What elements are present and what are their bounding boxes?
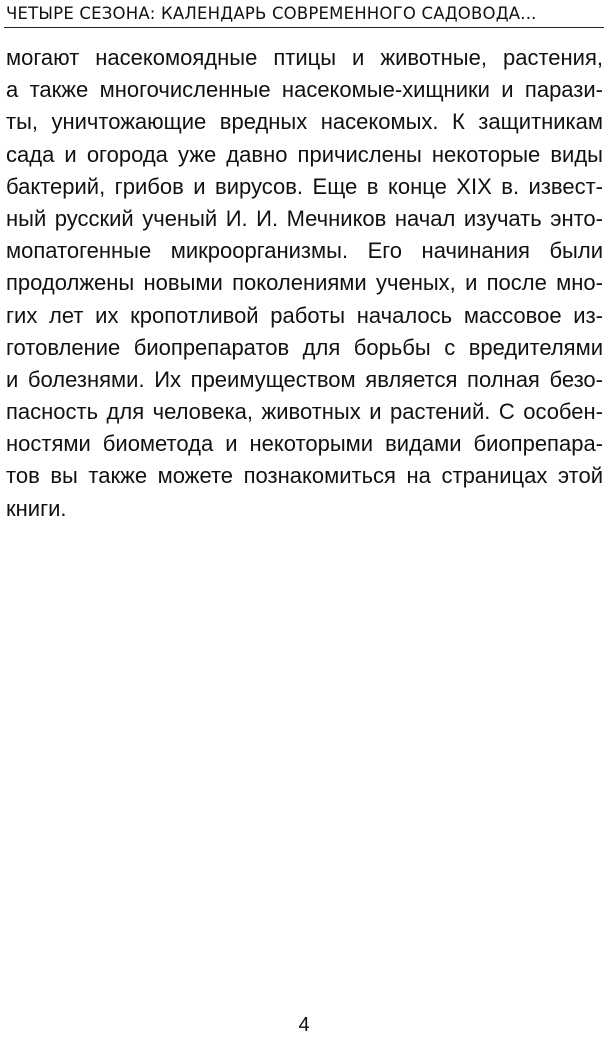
- running-header: ЧЕТЫРЕ СЕЗОНА: КАЛЕНДАРЬ СОВРЕМЕННОГО САДОВОДА...: [6, 4, 537, 23]
- text-line: и болезнями. Их преимуществом является полная безо-: [6, 366, 603, 392]
- text-line: книги.: [6, 495, 67, 521]
- body-paragraph: [6, 42, 603, 525]
- text-line: тов вы также можете познакомиться на страницах этой: [6, 463, 603, 489]
- text-line: готовление биопрепаратов для борьбы с вредителями: [6, 334, 603, 360]
- text-line: пасность для человека, животных и растений. С особен-: [6, 399, 603, 425]
- text-line: могают насекомоядные птицы и животные, растения,: [6, 45, 603, 70]
- text-line: бактерий, грибов и вирусов. Еще в конце XIX в. извест-: [6, 173, 603, 199]
- page-number: 4: [298, 1014, 310, 1036]
- text-line: ты, уничтожающие вредных насекомых. К защитникам: [6, 109, 603, 135]
- text-line: ностями биометода и некоторыми видами биопрепара-: [6, 431, 603, 457]
- text-line: гих лет их кропотливой работы началось массовое из-: [6, 302, 603, 328]
- text-line: ный русский ученый И. И. Мечников начал изучать энто-: [6, 205, 603, 231]
- header-divider: [4, 27, 604, 28]
- text-line: продолжены новыми поколениями ученых, и после мно-: [6, 270, 603, 296]
- text-line: мопатогенные микроорганизмы. Его начинания были: [6, 238, 603, 264]
- text-line: а также многочисленные насекомые-хищники и парази-: [6, 77, 603, 103]
- text-line: сада и огорода уже давно причислены некоторые виды: [6, 141, 603, 167]
